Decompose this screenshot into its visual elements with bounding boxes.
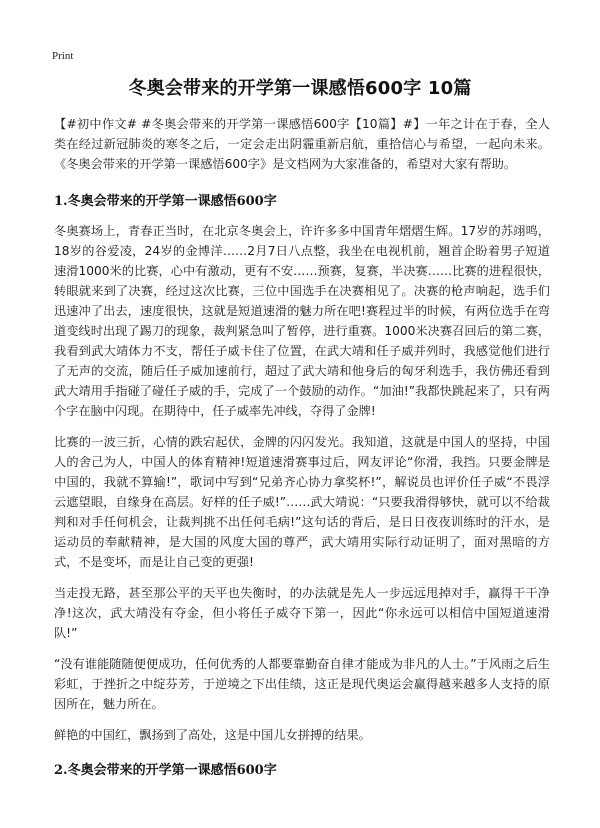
- intro-paragraph: 【#初中作文# #冬奥会带来的开学第一课感悟600字【10篇】#】一年之计在于春，全人类在经过新冠肺炎的寒冬之后，一定会走出阴霾重新启航，重拾信心与希望，一起向未来。《冬奥会带来的开学第一课感悟600字》是文档网为大家准备的，希望对大家有帮助。: [54, 117, 550, 171]
- section-1-paragraph: “没有谁能随随便便成功，任何优秀的人都要靠勤奋自律才能成为非凡的人士。”于风雨之后生彩虹，于挫折之中绽芬芳，于逆境之下出佳绩，这正是现代奥运会赢得越来越多人支持的原因所在，魅力所在。: [54, 657, 550, 711]
- section-heading-1: 1.冬奥会带来的开学第一课感悟600字: [54, 194, 277, 209]
- document-body: [54, 114, 550, 790]
- section-1-paragraph: 当走投无路，甚至那公平的天平也失衡时，的办法就是先人一步远远甩掉对手，赢得干干净净!这次，武大靖没有夺金，但小将任子威夺下第一，因此“你永远可以相信中国短道速滑队!”: [54, 586, 550, 640]
- section-1-paragraph: 冬奥赛场上，青春正当时，在北京冬奥会上，许许多多中国青年熠熠生辉。17岁的苏翊鸣，18岁的谷爱凌，24岁的金博洋……2月7日八点整，我坐在电视机前，翘首企盼着男子短道速滑1000米的比赛，心中有激动，更有不安……预赛，复赛，半决赛……比赛的进程很快，转眼就来到了决赛，经过这次比赛，三位中国选手在决赛相见了。决赛的枪声响起，选手们迅速冲了出去，速度很快，这就是短道速滑的魅力所在吧!赛程过半的时候，有两位选手在弯道变线时出现了踢刀的现象，裁判紧急叫了暂停，进行重赛。1000米决赛召回后的第二赛，我看到武大靖体力不支，帮任子威卡住了位置，在武大靖和任子威并列时，我感觉他们进行了无声的交流，随后任子威加速前行，超过了武大靖和他身后的匈牙利选手，我仿佛还看到武大靖用手指碰了碰任子威的手，完成了一个鼓励的动作。“加油!”我都快跳起来了，只有两个字在脑中闪现。在期待中，任子威率先冲线，夺得了金牌!: [54, 224, 551, 418]
- section-1-paragraph: 鲜艳的中国红，飘扬到了高处，这是中国儿女拼搏的结果。: [54, 728, 371, 742]
- section-1-paragraph: 比赛的一波三折，心情的跌宕起伏，金牌的闪闪发光。我知道，这就是中国人的坚持，中国人的舍己为人，中国人的体育精神!短道速滑赛事过后，网友评论“你滑，我挡。只要金牌是中国的，我就不算输!”，歌词中写到“兄弟齐心协力拿奖杯!”，解说员也评价任子威“不畏浮云遮望眼，自缘身在高层。好样的任子威!”……武大靖说：“只要我滑得够快，就可以不给裁判和对手任何机会，让裁判挑不出任何毛病!”这句话的背后，是日日夜夜训练时的汗水，是运动员的奉献精神，是大国的风度大国的尊严，武大靖用实际行动证明了，面对黑暗的方式，不是变坏，而是让自己变的更强!: [54, 435, 550, 569]
- section-heading-2: 2.冬奥会带来的开学第一课感悟600字: [54, 763, 277, 778]
- print-label[interactable]: Print: [52, 50, 74, 62]
- document-title: 冬奥会带来的开学第一课感悟600字 10篇: [128, 78, 472, 99]
